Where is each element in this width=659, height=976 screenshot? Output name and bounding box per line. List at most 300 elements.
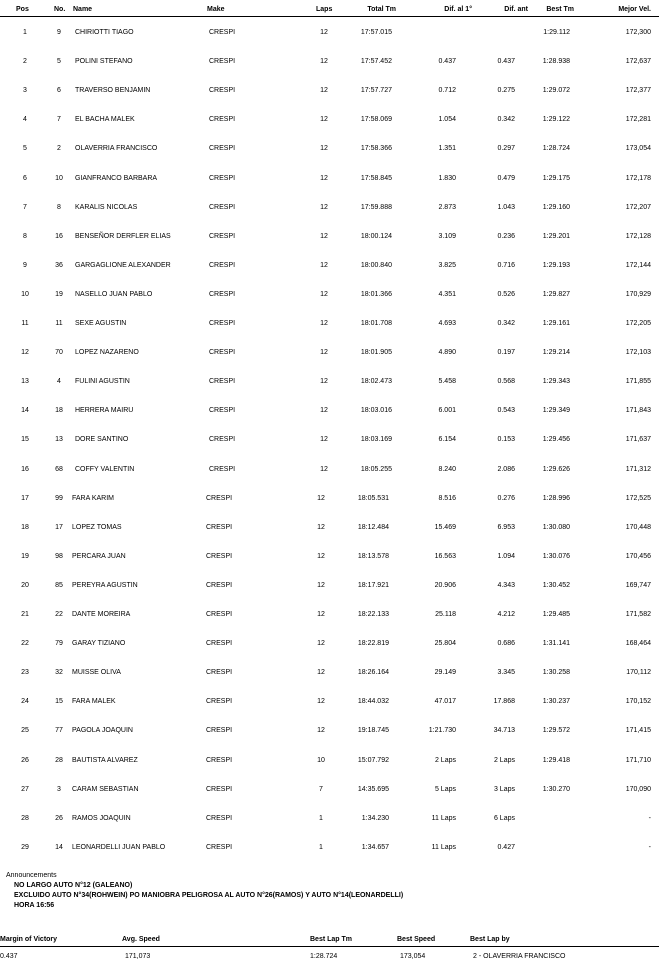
cell-name: TRAVERSO BENJAMIN: [75, 87, 151, 94]
cell-laps: 1: [319, 815, 323, 822]
cell-make: CRESPI: [206, 582, 233, 589]
cell-dif-first: 1.351: [438, 145, 456, 152]
cell-best-time: 1:29.193: [542, 262, 570, 269]
cell-name: RAMOS JOAQUIN: [72, 815, 131, 822]
cell-make: CRESPI: [209, 291, 236, 298]
cell-dif-ant: 34.713: [493, 727, 515, 734]
cell-dif-ant: 17.868: [493, 698, 515, 705]
cell-make: CRESPI: [206, 786, 233, 793]
cell-best-speed: 170,090: [625, 786, 651, 793]
cell-dif-ant: 1.094: [497, 553, 515, 560]
cell-best-speed: 172,281: [625, 116, 651, 123]
cell-total-time: 17:57.727: [360, 87, 392, 94]
cell-no: 3: [57, 786, 61, 793]
cell-dif-first: 0.712: [438, 87, 456, 94]
cell-dif-first: 25.804: [434, 640, 456, 647]
cell-dif-ant: 0.526: [497, 291, 515, 298]
cell-dif-first: 1.830: [438, 175, 456, 182]
cell-best-time: 1:29.160: [542, 204, 570, 211]
cell-dif-first: 0.437: [438, 58, 456, 65]
cell-no: 18: [55, 407, 63, 414]
cell-pos: 19: [21, 553, 29, 560]
cell-dif-first: 8.240: [438, 466, 456, 473]
cell-no: 68: [55, 466, 63, 473]
announcement-line: HORA 16:56: [14, 902, 55, 909]
cell-no: 14: [55, 844, 63, 851]
cell-no: 19: [55, 291, 63, 298]
cell-dif-ant: 0.686: [497, 640, 515, 647]
cell-total-time: 1:34.230: [361, 815, 389, 822]
cell-total-time: 17:58.366: [360, 145, 392, 152]
cell-dif-ant: 0.437: [497, 58, 515, 65]
cell-pos: 3: [23, 87, 27, 94]
cell-best-speed: 170,448: [625, 524, 651, 531]
cell-name: GARGAGLIONE ALEXANDER: [75, 262, 171, 269]
cell-make: CRESPI: [209, 466, 236, 473]
cell-dif-first: 47.017: [434, 698, 456, 705]
cell-total-time: 18:05.531: [357, 495, 389, 502]
cell-name: COFFY VALENTIN: [75, 466, 135, 473]
cell-best-speed: 172,637: [625, 58, 651, 65]
cell-make: CRESPI: [209, 145, 236, 152]
cell-total-time: 17:57.452: [360, 58, 392, 65]
cell-pos: 26: [21, 757, 29, 764]
cell-dif-ant: 0.342: [497, 320, 515, 327]
cell-no: 9: [57, 29, 61, 36]
cell-make: CRESPI: [209, 204, 236, 211]
cell-total-time: 18:44.032: [357, 698, 389, 705]
cell-make: CRESPI: [206, 698, 233, 705]
cell-no: 11: [55, 320, 63, 327]
cell-total-time: 15:07.792: [357, 757, 389, 764]
cell-best-speed: 172,300: [625, 29, 651, 36]
cell-laps: 12: [320, 320, 328, 327]
cell-best-time: 1:29.201: [542, 233, 570, 240]
summary-best-speed-value: 173,054: [400, 953, 426, 960]
cell-best-speed: -: [648, 815, 651, 822]
cell-best-time: 1:29.112: [543, 29, 570, 36]
cell-total-time: 18:03.016: [360, 407, 392, 414]
cell-laps: 12: [317, 495, 325, 502]
cell-best-time: 1:30.270: [542, 786, 570, 793]
cell-laps: 12: [317, 698, 325, 705]
cell-laps: 12: [320, 29, 328, 36]
cell-best-speed: 170,112: [626, 669, 651, 676]
announcement-line: EXCLUIDO AUTO N°34(ROHWEIN) PO MANIOBRA PELIGROSA AL AUTO N°26(RAMOS) Y AUTO N°14(LEONARDELLI): [14, 892, 404, 899]
cell-dif-first: 8.516: [438, 495, 456, 502]
cell-dif-first: 25.118: [435, 611, 456, 618]
cell-make: CRESPI: [209, 116, 236, 123]
cell-total-time: 18:00.124: [360, 233, 392, 240]
cell-total-time: 18:01.708: [360, 320, 392, 327]
cell-name: EL BACHA MALEK: [75, 116, 135, 123]
cell-dif-first: 4.693: [438, 320, 456, 327]
cell-best-speed: -: [648, 844, 651, 851]
cell-no: 85: [55, 582, 63, 589]
cell-dif-ant: 0.197: [497, 349, 515, 356]
summary-header-margin: Margin of Victory: [0, 936, 58, 943]
cell-name: CARAM SEBASTIAN: [72, 786, 139, 793]
cell-dif-ant: 4.343: [497, 582, 515, 589]
cell-laps: 12: [320, 175, 328, 182]
cell-best-time: 1:29.456: [542, 436, 570, 443]
cell-total-time: 18:22.133: [357, 611, 389, 618]
cell-make: CRESPI: [209, 87, 236, 94]
cell-best-speed: 172,178: [625, 175, 651, 182]
cell-make: CRESPI: [209, 378, 236, 385]
cell-laps: 12: [317, 669, 325, 676]
cell-best-time: 1:28.938: [542, 58, 570, 65]
cell-make: CRESPI: [209, 262, 236, 269]
cell-no: 70: [55, 349, 63, 356]
cell-laps: 12: [320, 58, 328, 65]
cell-name: PAGOLA JOAQUIN: [72, 727, 133, 734]
cell-total-time: 18:17.921: [357, 582, 389, 589]
cell-name: LEONARDELLI JUAN PABLO: [72, 844, 166, 851]
cell-best-time: 1:29.626: [542, 466, 570, 473]
cell-total-time: 18:02.473: [360, 378, 392, 385]
cell-best-time: 1:28.996: [542, 495, 570, 502]
cell-dif-ant: 0.568: [497, 378, 515, 385]
cell-best-speed: 172,128: [625, 233, 651, 240]
cell-best-speed: 168,464: [625, 640, 651, 647]
cell-laps: 12: [320, 349, 328, 356]
cell-pos: 29: [21, 844, 29, 851]
header-name: Name: [73, 6, 93, 13]
cell-laps: 10: [317, 757, 325, 764]
cell-dif-first: 29.149: [434, 669, 456, 676]
cell-name: NASELLO JUAN PABLO: [75, 291, 153, 298]
cell-pos: 11: [21, 320, 29, 327]
cell-pos: 13: [21, 378, 29, 385]
cell-dif-first: 2.873: [438, 204, 456, 211]
cell-laps: 12: [320, 262, 328, 269]
cell-best-speed: 171,710: [625, 757, 651, 764]
cell-total-time: 18:13.578: [357, 553, 389, 560]
cell-make: CRESPI: [209, 29, 236, 36]
cell-no: 8: [57, 204, 61, 211]
cell-best-speed: 171,415: [625, 727, 651, 734]
cell-laps: 12: [320, 145, 328, 152]
cell-dif-ant: 4.212: [497, 611, 515, 618]
summary-best-lap-value: 1:28.724: [310, 953, 338, 960]
cell-laps: 12: [317, 524, 325, 531]
cell-best-speed: 172,144: [625, 262, 651, 269]
summary-avg-speed-value: 171,073: [125, 953, 151, 960]
cell-name: MUISSE OLIVA: [72, 669, 121, 676]
cell-best-time: 1:29.072: [542, 87, 570, 94]
cell-dif-ant: 6 Laps: [493, 815, 515, 822]
cell-dif-ant: 0.275: [497, 87, 515, 94]
cell-name: DANTE MOREIRA: [72, 611, 131, 618]
cell-best-speed: 170,929: [625, 291, 651, 298]
cell-best-time: 1:30.452: [542, 582, 570, 589]
cell-laps: 12: [320, 378, 328, 385]
cell-best-time: 1:29.572: [542, 727, 570, 734]
cell-no: 4: [57, 378, 61, 385]
cell-pos: 8: [23, 233, 27, 240]
cell-total-time: 14:35.695: [357, 786, 389, 793]
cell-total-time: 1:34.657: [361, 844, 389, 851]
cell-total-time: 17:57.015: [360, 29, 392, 36]
cell-no: 17: [55, 524, 63, 531]
cell-best-speed: 173,054: [625, 145, 651, 152]
cell-laps: 12: [320, 436, 328, 443]
cell-no: 22: [55, 611, 63, 618]
cell-dif-first: 1:21.730: [428, 727, 456, 734]
summary-header-avg-speed: Avg. Speed: [122, 936, 160, 943]
cell-dif-ant: 0.276: [497, 495, 515, 502]
cell-name: FARA KARIM: [72, 495, 115, 502]
cell-make: CRESPI: [209, 407, 236, 414]
cell-best-speed: 171,843: [625, 407, 651, 414]
cell-best-speed: 169,747: [625, 582, 651, 589]
summary-divider: [0, 946, 659, 947]
cell-name: GARAY TIZIANO: [72, 640, 126, 647]
cell-best-speed: 172,377: [625, 87, 651, 94]
cell-dif-first: 4.351: [438, 291, 456, 298]
cell-name: KARALIS NICOLAS: [75, 204, 138, 211]
cell-dif-first: 3.109: [438, 233, 456, 240]
cell-best-speed: 171,582: [625, 611, 651, 618]
cell-dif-ant: 0.716: [497, 262, 515, 269]
header-best-time: Best Tm: [546, 6, 574, 13]
cell-laps: 12: [320, 466, 328, 473]
cell-laps: 1: [319, 844, 323, 851]
cell-no: 2: [57, 145, 61, 152]
cell-laps: 12: [317, 727, 325, 734]
cell-dif-ant: 0.543: [497, 407, 515, 414]
cell-pos: 25: [21, 727, 29, 734]
cell-dif-first: 4.890: [438, 349, 456, 356]
header-best-speed: Mejor Vel.: [618, 6, 651, 13]
cell-name: HERRERA MAIRU: [75, 407, 134, 414]
cell-pos: 12: [21, 349, 29, 356]
cell-best-time: 1:30.258: [542, 669, 570, 676]
cell-no: 10: [55, 175, 63, 182]
cell-best-time: 1:29.485: [542, 611, 570, 618]
cell-make: CRESPI: [206, 611, 233, 618]
cell-make: CRESPI: [209, 320, 236, 327]
cell-pos: 17: [21, 495, 29, 502]
cell-pos: 27: [21, 786, 29, 793]
cell-no: 7: [57, 116, 61, 123]
cell-dif-first: 6.154: [438, 436, 456, 443]
cell-total-time: 17:59.888: [360, 204, 392, 211]
cell-make: CRESPI: [206, 844, 233, 851]
cell-make: CRESPI: [206, 524, 233, 531]
cell-laps: 12: [320, 291, 328, 298]
cell-dif-ant: 0.236: [497, 233, 515, 240]
cell-dif-ant: 0.342: [497, 116, 515, 123]
cell-laps: 12: [317, 640, 325, 647]
cell-laps: 12: [317, 582, 325, 589]
cell-pos: 7: [23, 204, 27, 211]
cell-name: PERCARA JUAN: [72, 553, 126, 560]
cell-make: CRESPI: [209, 349, 236, 356]
cell-dif-ant: 0.479: [497, 175, 515, 182]
cell-pos: 5: [23, 145, 27, 152]
cell-dif-first: 11 Laps: [431, 844, 456, 851]
cell-best-speed: 172,103: [625, 349, 651, 356]
cell-pos: 14: [21, 407, 29, 414]
cell-pos: 24: [21, 698, 29, 705]
cell-pos: 16: [21, 466, 29, 473]
cell-no: 16: [55, 233, 63, 240]
cell-dif-ant: 0.153: [497, 436, 515, 443]
cell-pos: 18: [21, 524, 29, 531]
cell-pos: 10: [21, 291, 29, 298]
announcement-line: NO LARGO AUTO N°12 (GALEANO): [14, 882, 133, 889]
cell-dif-first: 16.563: [434, 553, 456, 560]
cell-total-time: 18:12.484: [357, 524, 389, 531]
cell-dif-ant: 3 Laps: [493, 786, 515, 793]
cell-dif-first: 11 Laps: [431, 815, 456, 822]
cell-pos: 6: [23, 175, 27, 182]
cell-total-time: 18:03.169: [360, 436, 392, 443]
cell-best-speed: 172,207: [625, 204, 651, 211]
cell-best-time: 1:28.724: [542, 145, 570, 152]
cell-pos: 20: [21, 582, 29, 589]
cell-pos: 4: [23, 116, 27, 123]
cell-best-time: 1:29.343: [542, 378, 570, 385]
cell-no: 32: [55, 669, 63, 676]
cell-best-speed: 171,312: [625, 466, 651, 473]
cell-best-speed: 172,205: [625, 320, 651, 327]
cell-dif-first: 20.906: [434, 582, 456, 589]
cell-name: GIANFRANCO BARBARA: [75, 175, 158, 182]
cell-make: CRESPI: [206, 640, 233, 647]
cell-no: 99: [55, 495, 63, 502]
cell-dif-first: 5.458: [438, 378, 456, 385]
cell-pos: 15: [21, 436, 29, 443]
cell-pos: 9: [23, 262, 27, 269]
cell-no: 77: [55, 727, 63, 734]
cell-best-time: 1:31.141: [542, 640, 570, 647]
cell-laps: 7: [319, 786, 323, 793]
header-pos: Pos: [16, 6, 29, 13]
cell-no: 79: [55, 640, 63, 647]
cell-best-speed: 171,855: [625, 378, 651, 385]
summary-margin-value: 0.437: [0, 953, 18, 960]
cell-no: 15: [55, 698, 63, 705]
cell-best-speed: 171,637: [625, 436, 651, 443]
cell-make: CRESPI: [206, 815, 233, 822]
cell-make: CRESPI: [206, 495, 233, 502]
cell-name: CHIRIOTTI TIAGO: [75, 29, 134, 36]
cell-name: BAUTISTA ALVAREZ: [72, 757, 138, 764]
cell-best-time: 1:30.080: [542, 524, 570, 531]
cell-no: 6: [57, 87, 61, 94]
cell-dif-ant: 0.297: [497, 145, 515, 152]
cell-best-speed: 172,525: [625, 495, 651, 502]
cell-total-time: 18:00.840: [360, 262, 392, 269]
cell-pos: 23: [21, 669, 29, 676]
cell-total-time: 19:18.745: [357, 727, 389, 734]
cell-laps: 12: [320, 87, 328, 94]
cell-no: 98: [55, 553, 63, 560]
cell-name: FULINI AGUSTIN: [75, 378, 130, 385]
cell-total-time: 17:58.069: [360, 116, 392, 123]
cell-dif-first: 6.001: [438, 407, 456, 414]
cell-make: CRESPI: [206, 727, 233, 734]
announcements-title: Announcements: [6, 872, 57, 879]
cell-dif-first: 15.469: [434, 524, 456, 531]
cell-make: CRESPI: [206, 669, 233, 676]
cell-laps: 12: [320, 116, 328, 123]
cell-laps: 12: [320, 233, 328, 240]
header-divider: [0, 16, 659, 17]
cell-name: DORE SANTINO: [75, 436, 129, 443]
cell-name: LOPEZ NAZARENO: [75, 349, 139, 356]
summary-header-best-speed: Best Speed: [397, 936, 436, 943]
cell-make: CRESPI: [209, 436, 236, 443]
cell-best-time: 1:30.237: [542, 698, 570, 705]
cell-best-time: 1:29.161: [542, 320, 570, 327]
cell-best-time: 1:29.827: [542, 291, 570, 298]
cell-total-time: 18:26.164: [357, 669, 389, 676]
cell-dif-ant: 2.086: [497, 466, 515, 473]
cell-name: POLINI STEFANO: [75, 58, 133, 65]
cell-pos: 22: [21, 640, 29, 647]
summary-best-lap-by-value: 2 - OLAVERRIA FRANCISCO: [473, 953, 566, 960]
cell-name: LOPEZ TOMAS: [72, 524, 122, 531]
cell-no: 36: [55, 262, 63, 269]
cell-pos: 28: [21, 815, 29, 822]
cell-dif-ant: 0.427: [497, 844, 515, 851]
cell-no: 5: [57, 58, 61, 65]
header-make: Make: [207, 6, 225, 13]
cell-make: CRESPI: [206, 757, 233, 764]
cell-make: CRESPI: [209, 233, 236, 240]
cell-name: BENSEÑOR DERFLER ELIAS: [75, 233, 171, 240]
cell-pos: 1: [23, 29, 27, 36]
cell-laps: 12: [317, 553, 325, 560]
cell-make: CRESPI: [209, 175, 236, 182]
cell-total-time: 18:22.819: [357, 640, 389, 647]
header-laps: Laps: [316, 6, 333, 13]
cell-no: 28: [55, 757, 63, 764]
cell-total-time: 18:01.366: [360, 291, 392, 298]
cell-make: CRESPI: [209, 58, 236, 65]
cell-dif-ant: 2 Laps: [493, 757, 515, 764]
cell-dif-ant: 3.345: [497, 669, 515, 676]
cell-name: SEXE AGUSTIN: [75, 320, 127, 327]
summary-header-best-lap-by: Best Lap by: [470, 936, 510, 943]
cell-total-time: 18:01.905: [360, 349, 392, 356]
cell-laps: 12: [317, 611, 325, 618]
cell-laps: 12: [320, 407, 328, 414]
cell-pos: 2: [23, 58, 27, 65]
cell-dif-first: 1.054: [438, 116, 456, 123]
header-dif-first: Dif. al 1°: [444, 6, 472, 13]
cell-best-time: 1:29.175: [542, 175, 570, 182]
cell-dif-ant: 1.043: [497, 204, 515, 211]
cell-no: 26: [55, 815, 63, 822]
header-no: No.: [54, 6, 66, 13]
cell-best-time: 1:29.349: [542, 407, 570, 414]
header-dif-ant: Dif. ant: [504, 6, 528, 13]
cell-best-speed: 170,152: [625, 698, 651, 705]
cell-dif-first: 2 Laps: [434, 757, 456, 764]
cell-best-speed: 170,456: [625, 553, 651, 560]
cell-name: OLAVERRIA FRANCISCO: [75, 145, 158, 152]
header-total-time: Total Tm: [367, 6, 396, 13]
cell-best-time: 1:30.076: [542, 553, 570, 560]
cell-dif-first: 5 Laps: [434, 786, 456, 793]
cell-no: 13: [55, 436, 63, 443]
cell-best-time: 1:29.214: [542, 349, 570, 356]
